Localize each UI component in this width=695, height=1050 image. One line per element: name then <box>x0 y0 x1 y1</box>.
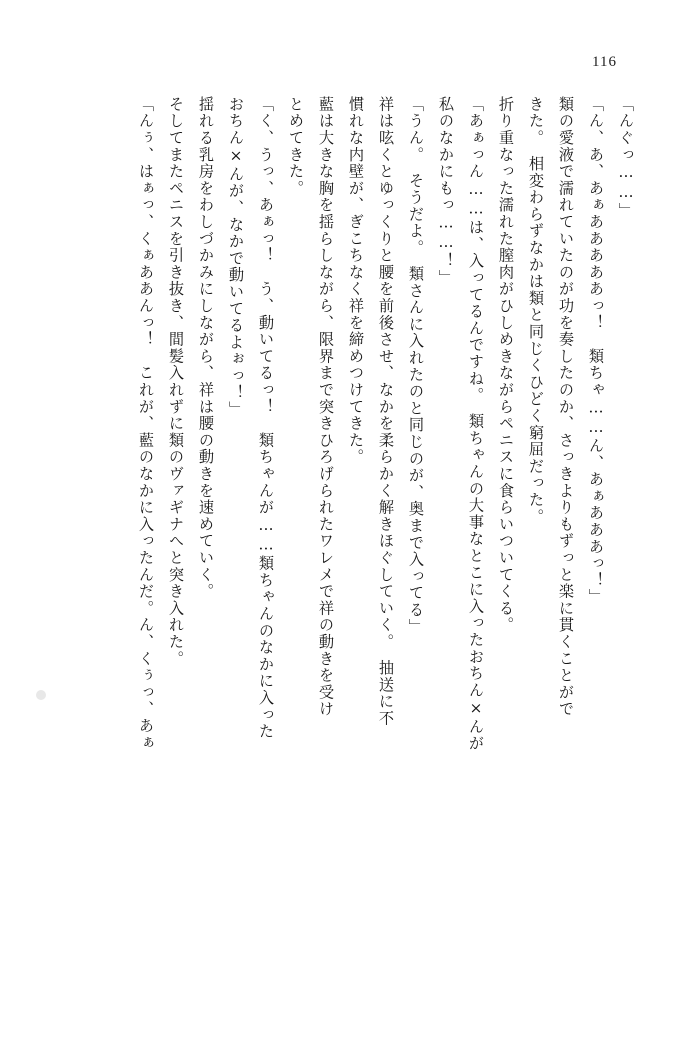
text-column: 祥は呟くとゆっくりと腰を前後させ、なかを柔らかく解きほぐしていく。 抽送に不 <box>377 96 395 727</box>
page-number: 116 <box>592 54 617 70</box>
text-column: 「うん。 そうだよ。 類さんに入れたのと同じのが、奥まで入ってる」 <box>407 96 425 636</box>
text-column: とめてきた。 <box>287 96 305 197</box>
text-column: そしてまたペニスを引き抜き、間髪入れずに類のヴァギナへと突き入れた。 <box>167 96 185 668</box>
text-column: 藍は大きな胸を揺らしながら、限界まで突きひろげられたワレメで祥の動きを受け <box>317 96 335 718</box>
text-column: 私のなかにもっ……！」 <box>437 96 455 287</box>
text-column: きた。 相変わらずなかは類と同じくひどく窮屈だった。 <box>527 96 545 526</box>
page-edge-mark <box>36 690 46 700</box>
text-column: おちん×んが、なかで動いてるよぉっ！」 <box>227 96 245 418</box>
text-column: 「んぅ、はぁっ、くぁああんっ！ これが、藍のなかに入ったんだ。ん、くぅっ、あぁ <box>137 96 155 752</box>
text-column: 揺れる乳房をわしづかみにしながら、祥は腰の動きを速めていく。 <box>197 96 215 600</box>
text-column: 類の愛液で濡れていたのが功を奏したのか、さっきよりもずっと楽に貫くことがで <box>557 96 575 718</box>
text-column: 「んぐっ……」 <box>617 96 635 220</box>
text-column: 「く、うっ、あぁっ！ う、動いてるっ！ 類ちゃんが……類ちゃんのなかに入った <box>257 96 275 740</box>
vertical-text-body <box>62 96 633 966</box>
text-column: 折り重なった濡れた膣肉がひしめきながらペニスに食らいついてくる。 <box>497 96 515 634</box>
text-column: 慣れな内壁が、ぎこちなく祥を締めつけてきた。 <box>347 96 365 466</box>
text-column: 「あぁっん……は、入ってるんですね。 類ちゃんの大事なとこに入ったおちん×んが <box>467 96 485 752</box>
text-column: 「ん、あ、あぁあああああっ！ 類ちゃ……ん、あぁあああっ！」 <box>587 96 605 606</box>
